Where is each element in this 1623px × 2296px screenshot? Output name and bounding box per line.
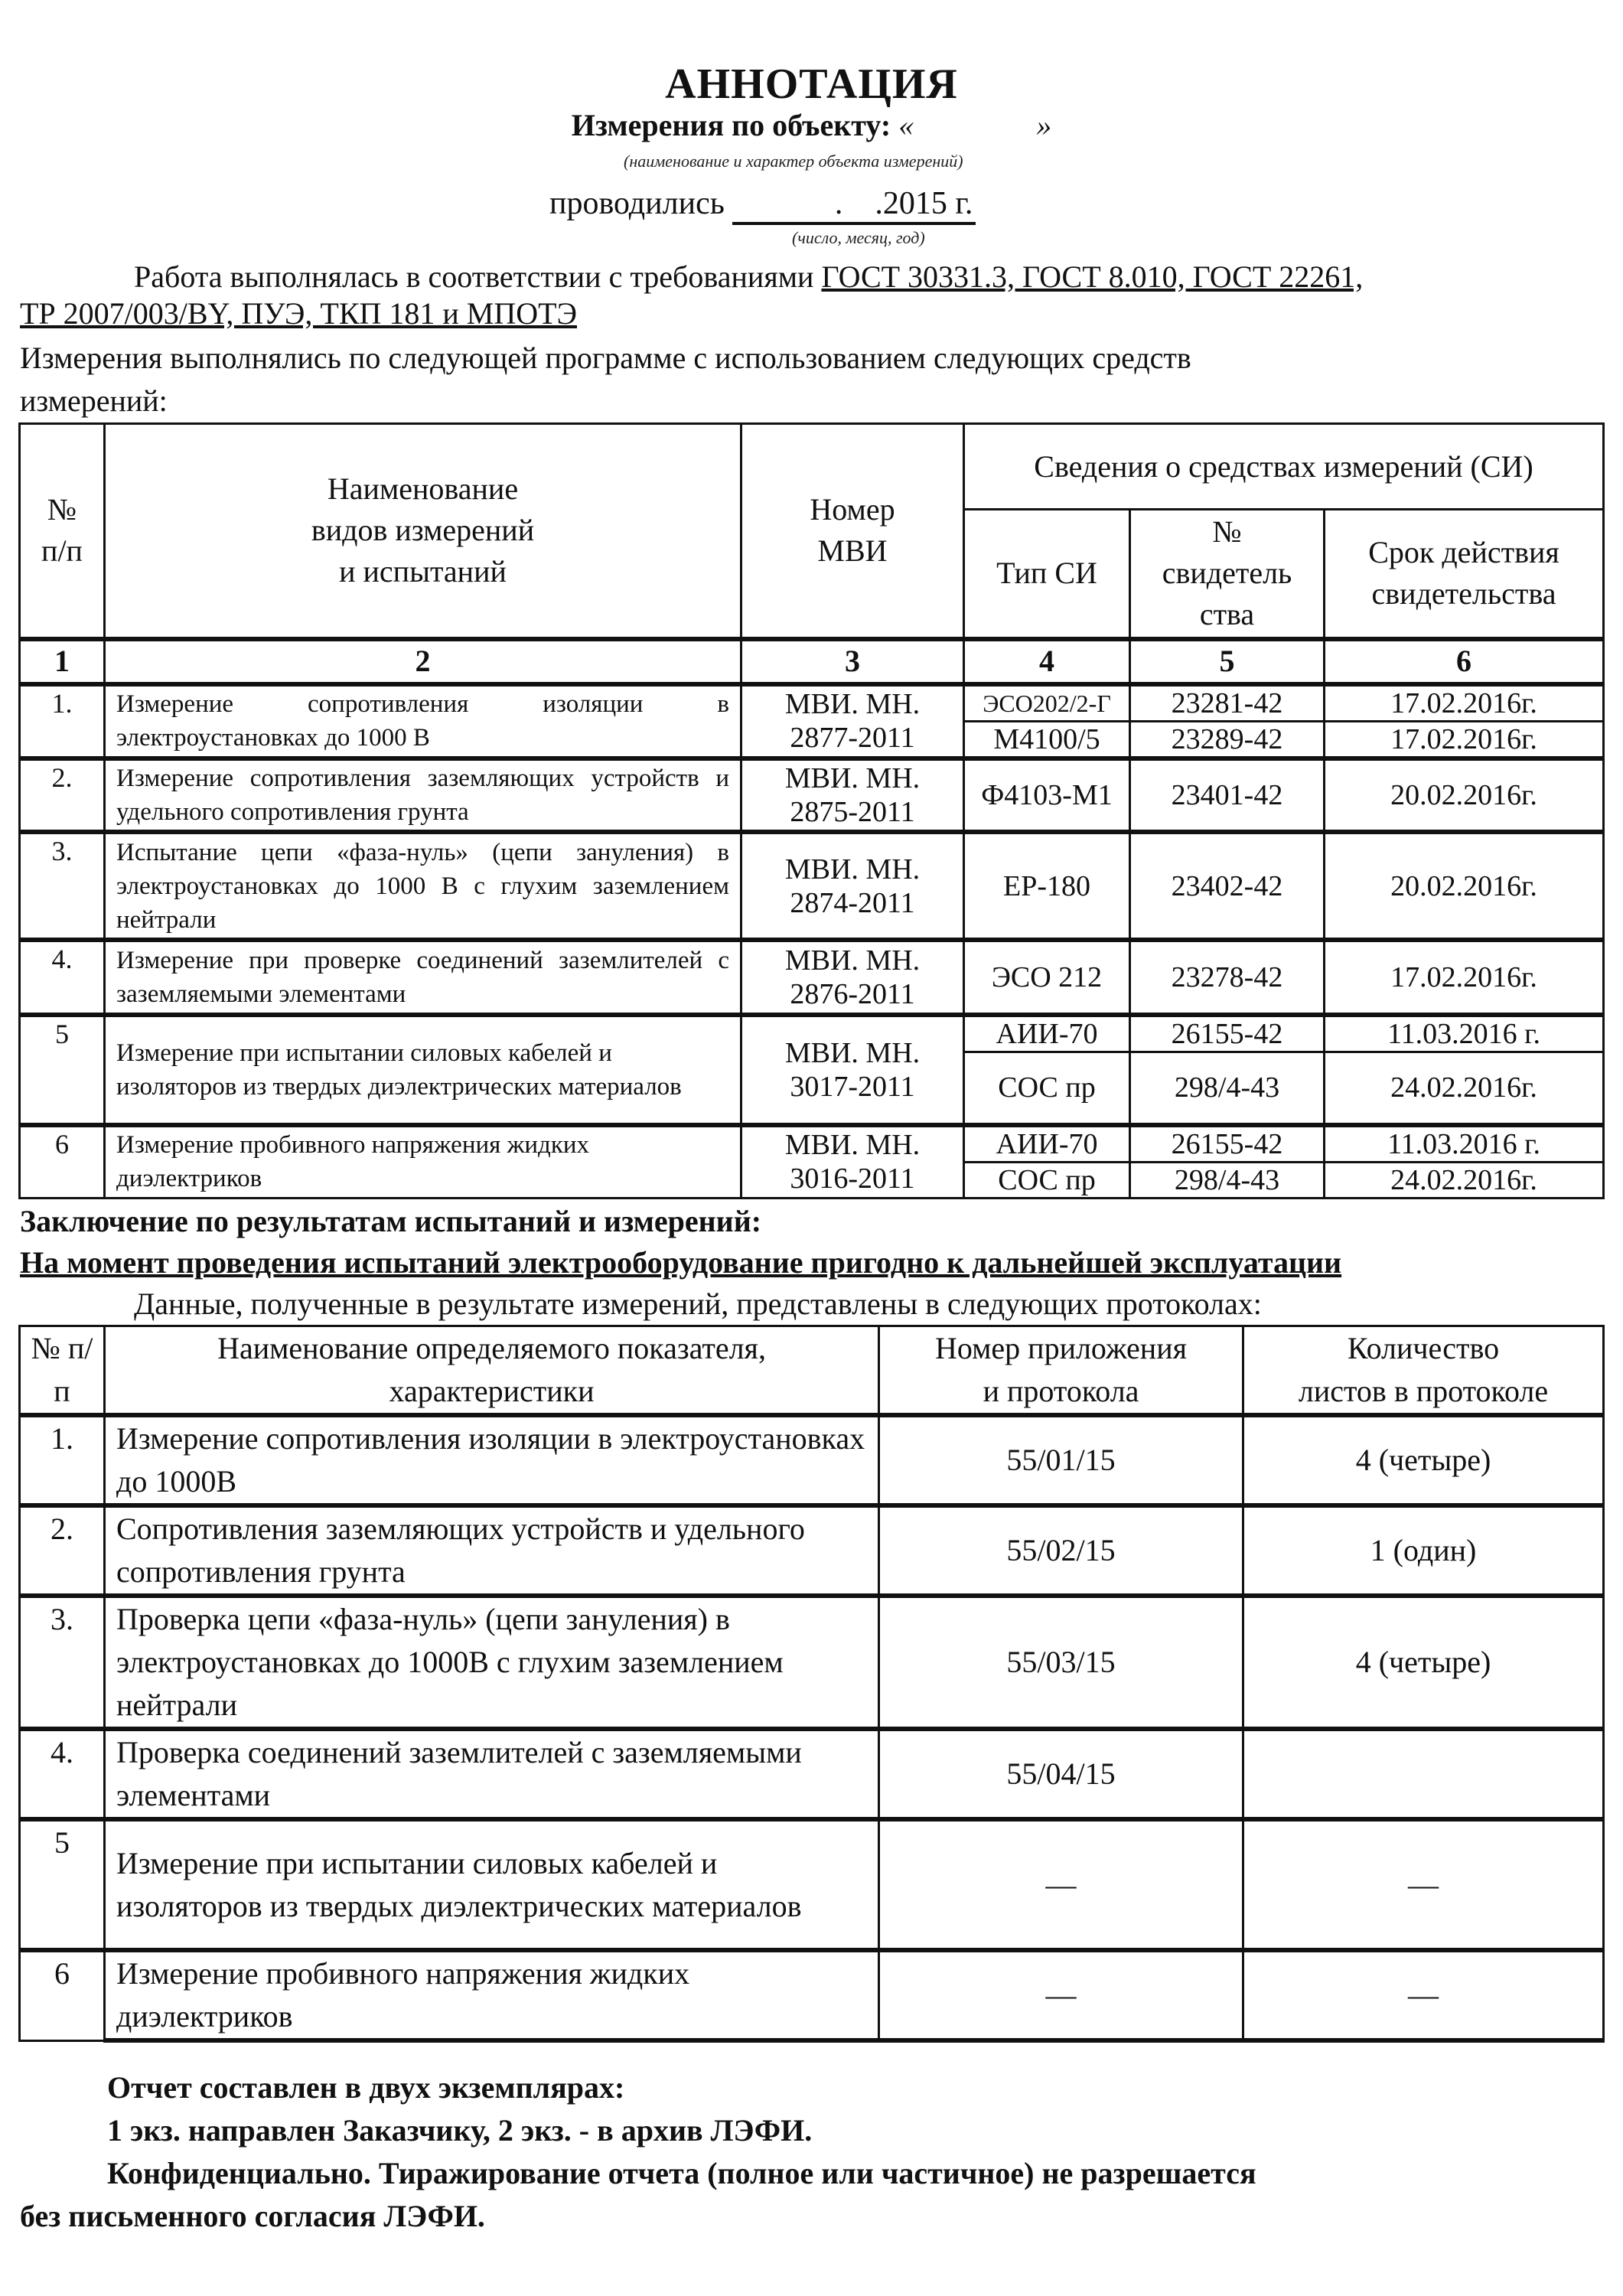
p-header-sheets bbox=[1243, 1326, 1604, 1416]
footer-consent: без письменного согласия ЛЭФИ. bbox=[20, 2199, 485, 2233]
header-mvi bbox=[741, 424, 964, 639]
p-header-protocol-l2: и протокола bbox=[983, 1374, 1139, 1408]
p-row-sheets bbox=[1243, 1729, 1604, 1819]
requirements-prefix: Работа выполнялась в соответствии с требованиями bbox=[134, 259, 822, 294]
protocol-row bbox=[20, 1596, 1604, 1729]
date-field: . .2015 г. bbox=[732, 185, 976, 225]
protocol-row bbox=[20, 1729, 1604, 1819]
header-valid-l2: свидетельства bbox=[1371, 576, 1556, 612]
row-cert: 298/4-43 bbox=[1130, 1163, 1325, 1199]
row-cert: 23289-42 bbox=[1130, 722, 1325, 759]
footer-distribution: 1 экз. направлен Заказчику, 2 экз. - в архив ЛЭФИ. bbox=[107, 2113, 813, 2148]
conclusion-verdict: На момент проведения испытаний электрооборудование пригодно к дальнейшей эксплуатации bbox=[20, 1245, 1342, 1280]
row-cert: 26155-42 bbox=[1130, 1015, 1325, 1052]
row-valid: 17.02.2016г. bbox=[1325, 684, 1604, 722]
col-num-6: 6 bbox=[1325, 639, 1604, 684]
p-row-protocol: 55/03/15 bbox=[879, 1596, 1243, 1729]
date-line bbox=[549, 185, 976, 225]
header-si-group: Сведения о средствах измерений (СИ) bbox=[964, 424, 1604, 510]
header-valid-l1: Срок действия bbox=[1368, 535, 1559, 570]
p-row-sheets: 4 (четыре) bbox=[1243, 1596, 1604, 1729]
p-row-num: 3. bbox=[20, 1596, 105, 1729]
program-text-2: измерений: bbox=[20, 383, 168, 418]
row-num: 3. bbox=[20, 832, 105, 940]
p-row-sheets: — bbox=[1243, 1819, 1604, 1950]
row-valid: 24.02.2016г. bbox=[1325, 1052, 1604, 1125]
object-label: Измерения по объекту: bbox=[571, 108, 891, 142]
protocols-table bbox=[18, 1325, 1605, 2043]
header-cert-valid bbox=[1325, 510, 1604, 639]
row-valid: 20.02.2016г. bbox=[1325, 832, 1604, 940]
table-row bbox=[20, 1125, 1604, 1163]
row-si-type: СОС пр bbox=[964, 1163, 1130, 1199]
p-header-name-l1: Наименование определяемого показателя, bbox=[217, 1331, 766, 1365]
row-valid: 20.02.2016г. bbox=[1325, 758, 1604, 832]
page-title: АННОТАЦИЯ bbox=[665, 60, 958, 108]
header-cert-num bbox=[1130, 510, 1325, 639]
header-mvi-l1: Номер bbox=[810, 492, 895, 527]
row-name: Измерение сопротивления изоляции в электроустановках до 1000 В bbox=[105, 684, 741, 759]
p-row-protocol: 55/01/15 bbox=[879, 1415, 1243, 1505]
p-row-name: Измерение сопротивления изоляции в электроустановках до 1000В bbox=[105, 1415, 879, 1505]
row-valid: 11.03.2016 г. bbox=[1325, 1015, 1604, 1052]
row-cert: 23401-42 bbox=[1130, 758, 1325, 832]
requirements-standards-2: ТР 2007/003/BY, ПУЭ, ТКП 181 и МПОТЭ bbox=[20, 296, 577, 331]
p-header-sheets-l2: листов в протоколе bbox=[1298, 1374, 1549, 1408]
header-cert-l3: ства bbox=[1199, 597, 1255, 632]
row-cert: 26155-42 bbox=[1130, 1125, 1325, 1163]
header-cert-l2: свидетель bbox=[1162, 556, 1292, 591]
row-cert: 23278-42 bbox=[1130, 940, 1325, 1015]
row-valid: 11.03.2016 г. bbox=[1325, 1125, 1604, 1163]
row-mvi: МВИ. МН. 2875-2011 bbox=[741, 758, 964, 832]
protocol-row bbox=[20, 1950, 1604, 2040]
row-si-type: ЭСО202/2-Г bbox=[964, 684, 1130, 722]
p-header-name bbox=[105, 1326, 879, 1416]
table-row bbox=[20, 940, 1604, 1015]
row-si-type: ЭСО 212 bbox=[964, 940, 1130, 1015]
protocol-row bbox=[20, 1505, 1604, 1596]
row-num: 4. bbox=[20, 940, 105, 1015]
header-mvi-l2: МВИ bbox=[817, 533, 888, 569]
col-num-3: 3 bbox=[741, 639, 964, 684]
row-si-type: СОС пр bbox=[964, 1052, 1130, 1125]
row-name: Измерение при испытании силовых кабелей и изоляторов из твердых диэлектрических материалов bbox=[105, 1015, 741, 1125]
p-row-name: Проверка цепи «фаза-нуль» (цепи зануления) в электроустановках до 1000В с глухим заземлением нейтрали bbox=[105, 1596, 879, 1729]
table-row bbox=[20, 684, 1604, 722]
p-row-num: 2. bbox=[20, 1505, 105, 1596]
table-header-row bbox=[20, 424, 1604, 510]
p-header-protocol bbox=[879, 1326, 1243, 1416]
header-name-l1: Наименование bbox=[327, 471, 519, 507]
header-si-type: Тип СИ bbox=[964, 510, 1130, 639]
p-row-name: Измерение пробивного напряжения жидких диэлектриков bbox=[105, 1950, 879, 2040]
row-cert: 23281-42 bbox=[1130, 684, 1325, 722]
p-row-num: 6 bbox=[20, 1950, 105, 2040]
p-row-protocol: 55/02/15 bbox=[879, 1505, 1243, 1596]
table-row bbox=[20, 1015, 1604, 1052]
row-si-type: Ф4103-М1 bbox=[964, 758, 1130, 832]
p-row-protocol: — bbox=[879, 1819, 1243, 1950]
row-mvi: МВИ. МН. 2874-2011 bbox=[741, 832, 964, 940]
row-name: Измерение пробивного напряжения жидких диэлектриков bbox=[105, 1125, 741, 1199]
p-header-protocol-l1: Номер приложения bbox=[934, 1331, 1188, 1365]
row-mvi: МВИ. МН. 3017-2011 bbox=[741, 1015, 964, 1125]
row-cert: 298/4-43 bbox=[1130, 1052, 1325, 1125]
measurements-table bbox=[18, 422, 1605, 1199]
p-header-name-l2: характеристики bbox=[389, 1374, 595, 1408]
header-name-l2: видов измерений bbox=[311, 513, 535, 548]
row-valid: 24.02.2016г. bbox=[1325, 1163, 1604, 1199]
date-caption: (число, месяц, год) bbox=[792, 228, 925, 247]
requirements-line-1 bbox=[134, 259, 1363, 295]
program-text-1: Измерения выполнялись по следующей программе с использованием следующих средств bbox=[20, 341, 1191, 375]
p-row-sheets: — bbox=[1243, 1950, 1604, 2040]
header-name-l3: и испытаний bbox=[339, 554, 507, 589]
object-caption: (наименование и характер объекта измерений) bbox=[624, 152, 963, 171]
col-num-2: 2 bbox=[105, 639, 741, 684]
p-header-num: № п/п bbox=[20, 1326, 105, 1416]
conclusion-heading: Заключение по результатам испытаний и измерений: bbox=[20, 1204, 762, 1238]
p-header-sheets-l1: Количество bbox=[1347, 1331, 1500, 1365]
p-row-protocol: 55/04/15 bbox=[879, 1729, 1243, 1819]
row-name: Испытание цепи «фаза-нуль» (цепи зануления) в электроустановках до 1000 В с глухим заземлением нейтрали bbox=[105, 832, 741, 940]
row-num: 1. bbox=[20, 684, 105, 759]
p-row-sheets: 4 (четыре) bbox=[1243, 1415, 1604, 1505]
column-numbers-row bbox=[20, 639, 1604, 684]
header-num bbox=[20, 424, 105, 639]
col-num-1: 1 bbox=[20, 639, 105, 684]
protocol-row bbox=[20, 1819, 1604, 1950]
date-label: проводились bbox=[549, 186, 725, 221]
p-row-num: 4. bbox=[20, 1729, 105, 1819]
col-num-4: 4 bbox=[964, 639, 1130, 684]
row-mvi: МВИ. МН. 3016-2011 bbox=[741, 1125, 964, 1199]
protocols-intro: Данные, полученные в результате измерений, представлены в следующих протоколах: bbox=[134, 1287, 1262, 1321]
p-row-num: 1. bbox=[20, 1415, 105, 1505]
object-line bbox=[0, 107, 1623, 143]
footer-copies: Отчет составлен в двух экземплярах: bbox=[107, 2070, 625, 2105]
object-value: « » bbox=[898, 108, 1052, 142]
row-cert: 23402-42 bbox=[1130, 832, 1325, 940]
p-row-protocol: — bbox=[879, 1950, 1243, 2040]
row-mvi: МВИ. МН. 2876-2011 bbox=[741, 940, 964, 1015]
footer-confidential: Конфиденциально. Тиражирование отчета (полное или частичное) не разрешается bbox=[107, 2156, 1256, 2190]
header-num-label: № п/п bbox=[41, 492, 83, 569]
table-row bbox=[20, 832, 1604, 940]
row-valid: 17.02.2016г. bbox=[1325, 940, 1604, 1015]
row-si-type: АИИ-70 bbox=[964, 1015, 1130, 1052]
protocols-header-row bbox=[20, 1326, 1604, 1416]
row-si-type: АИИ-70 bbox=[964, 1125, 1130, 1163]
p-row-sheets: 1 (один) bbox=[1243, 1505, 1604, 1596]
col-num-5: 5 bbox=[1130, 639, 1325, 684]
row-num: 2. bbox=[20, 758, 105, 832]
row-name: Измерение сопротивления заземляющих устройств и удельного сопротивления грунта bbox=[105, 758, 741, 832]
requirements-standards-1: ГОСТ 30331.3, ГОСТ 8.010, ГОСТ 22261, bbox=[821, 259, 1364, 294]
header-name bbox=[105, 424, 741, 639]
p-row-num: 5 bbox=[20, 1819, 105, 1950]
p-row-name: Сопротивления заземляющих устройств и удельного сопротивления грунта bbox=[105, 1505, 879, 1596]
protocol-row bbox=[20, 1415, 1604, 1505]
row-si-type: EP-180 bbox=[964, 832, 1130, 940]
row-si-type: М4100/5 bbox=[964, 722, 1130, 759]
p-row-name: Измерение при испытании силовых кабелей и изоляторов из твердых диэлектрических материалов bbox=[105, 1819, 879, 1950]
row-name: Измерение при проверке соединений заземлителей с заземляемыми элементами bbox=[105, 940, 741, 1015]
p-row-name: Проверка соединений заземлителей с заземляемыми элементами bbox=[105, 1729, 879, 1819]
table-row bbox=[20, 758, 1604, 832]
row-num: 6 bbox=[20, 1125, 105, 1199]
row-mvi: МВИ. МН. 2877-2011 bbox=[741, 684, 964, 759]
row-valid: 17.02.2016г. bbox=[1325, 722, 1604, 759]
row-num: 5 bbox=[20, 1015, 105, 1125]
header-cert-l1: № bbox=[1212, 514, 1242, 550]
